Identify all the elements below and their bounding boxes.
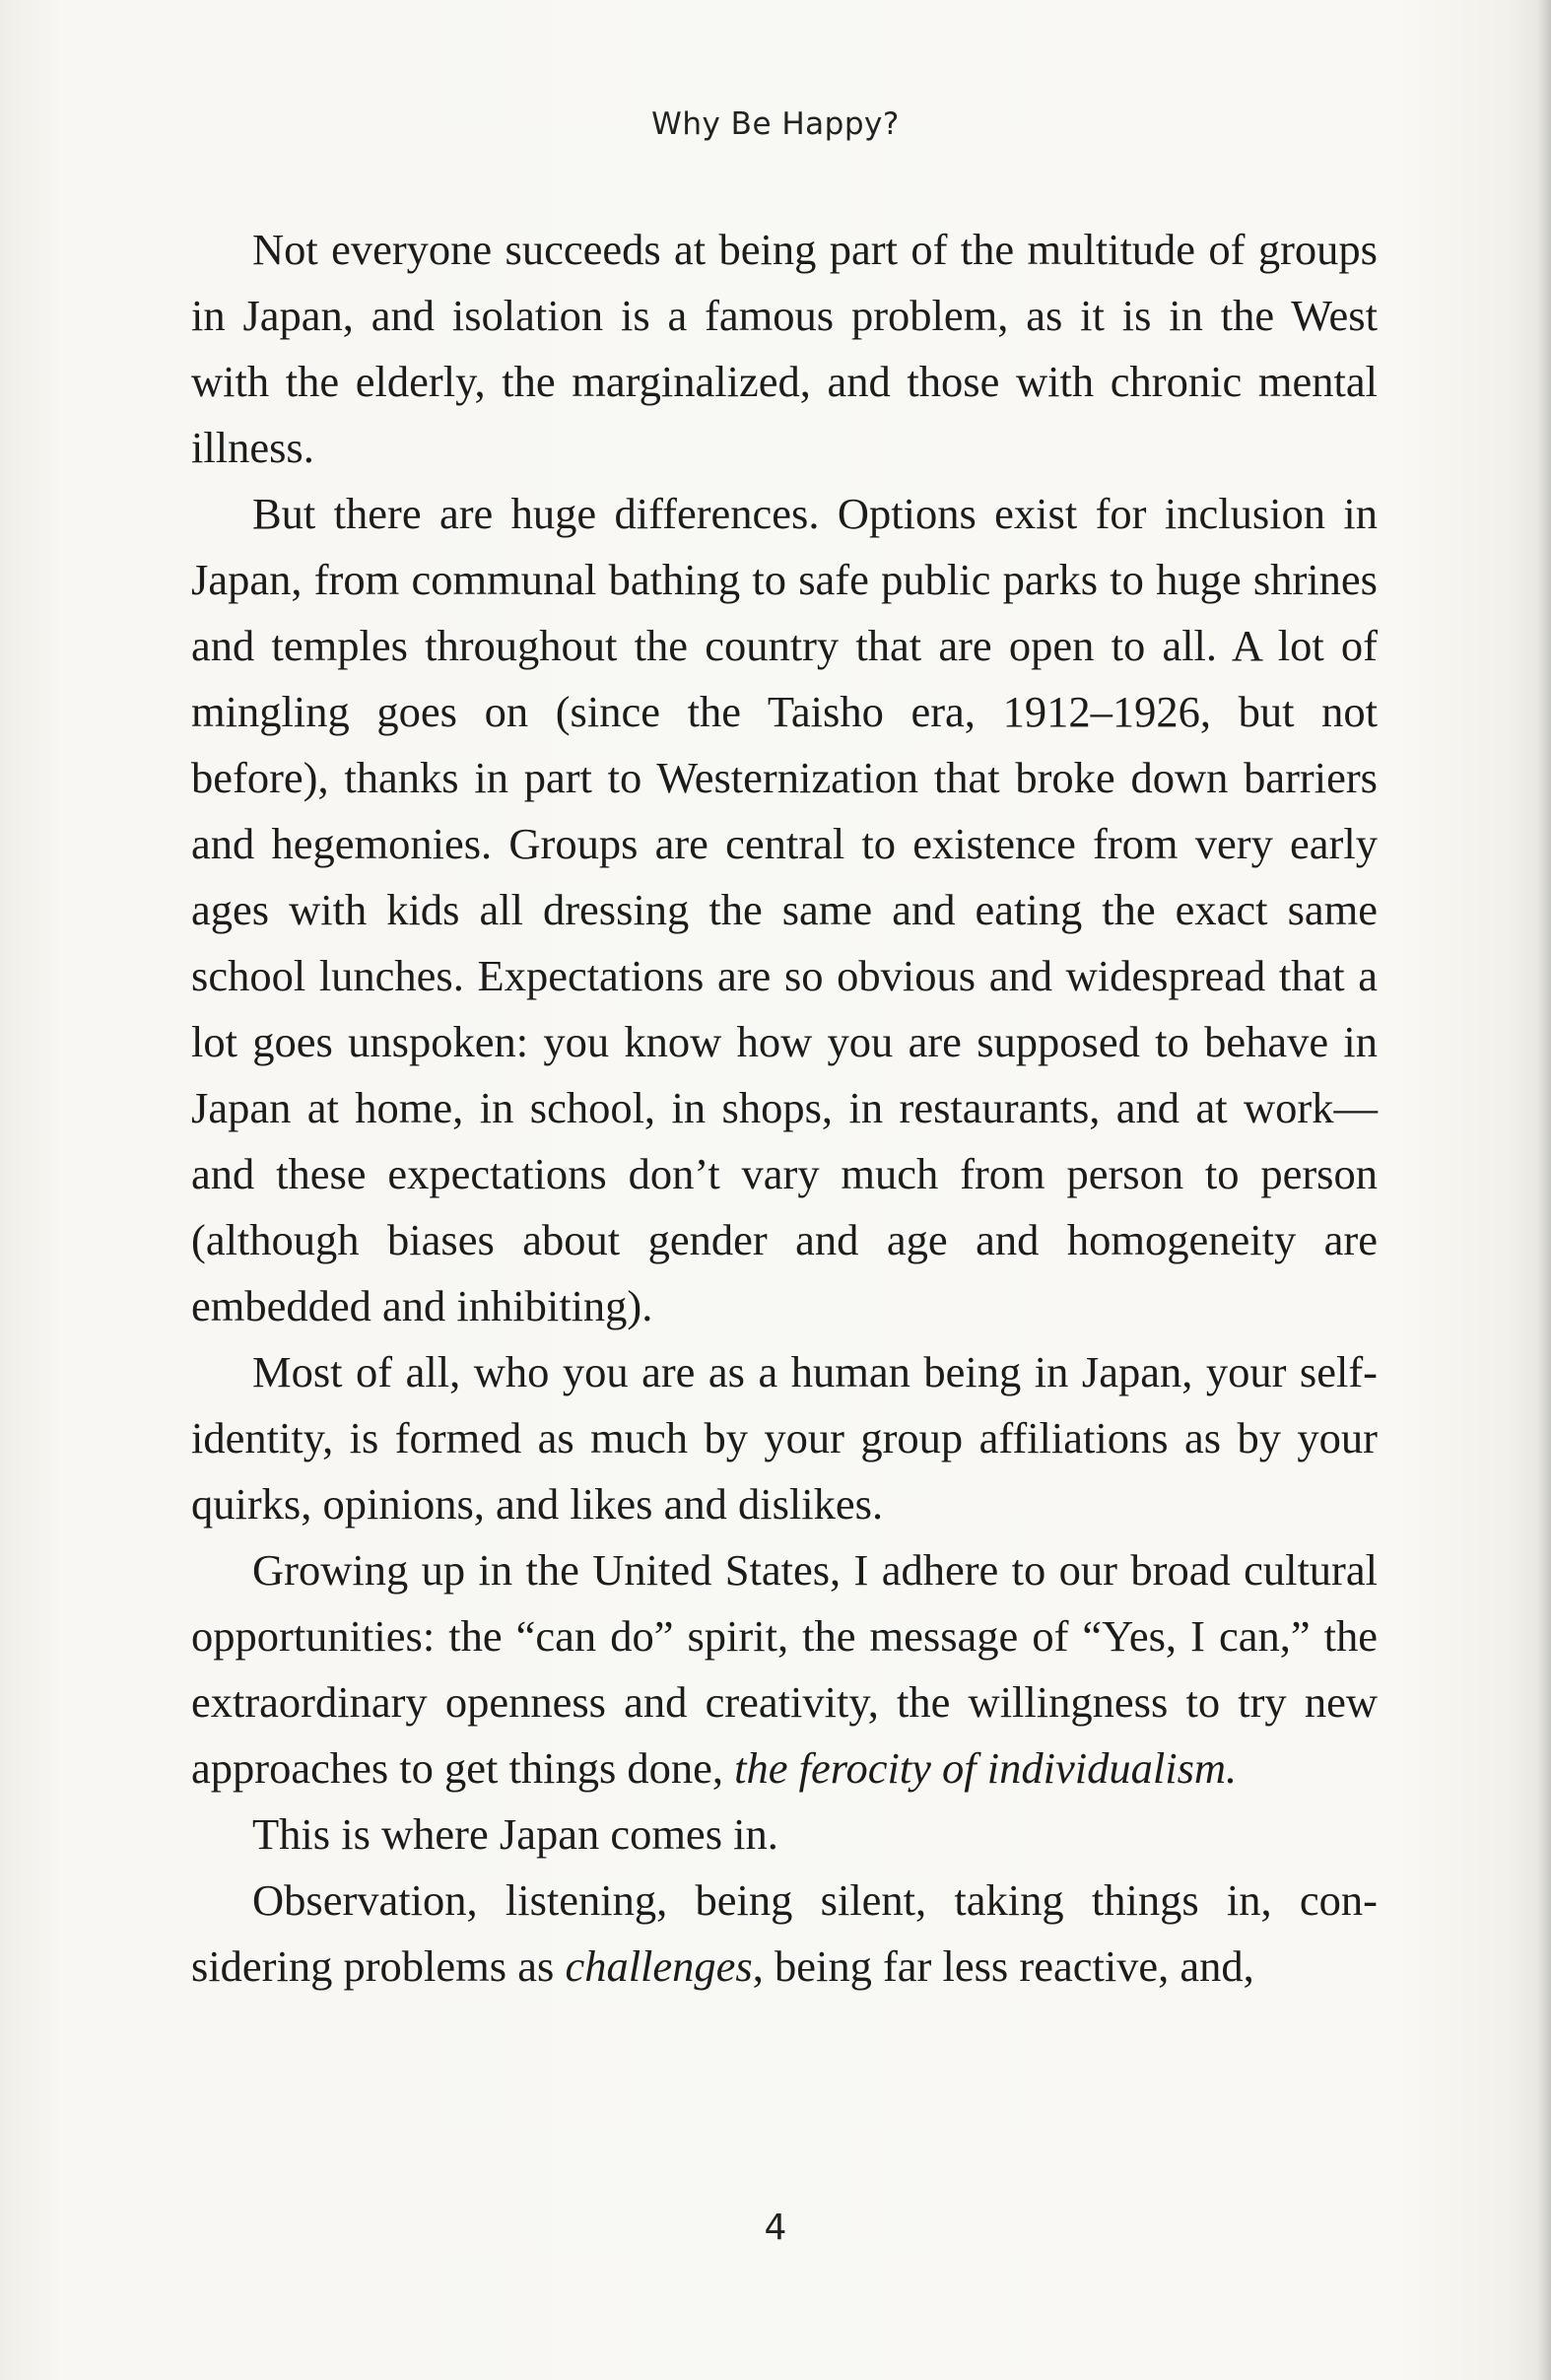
paragraph-2: But there are huge differences. Options exist for inclusion in Japan, from communal bathing to safe public parks to huge shrines and temples throughout the country that are open to all. A lot of mingling goes on (since the Taisho era, 1912–1926, but not before), thanks in part to Westernization that broke down barriers and hegemonies. Groups are central to existence from very early ages with kids all dressing the same and eating the exact same school lunches. Expectations are so obvious and widespread that a lot goes unspoken: you know how you are supposed to behave in Japan at home, in school, in shops, in restaurants, and at work—and these expectations don’t vary much from person to person (although biases about gender and age and homogeneity are embedded and inhibiting). bbox=[191, 489, 1378, 1330]
running-head: Why Be Happy? bbox=[651, 106, 900, 142]
body-text bbox=[191, 217, 1378, 2000]
paragraph-6-text: Observation, listening, being silent, taking things in, considering problems as bbox=[191, 1875, 1378, 1991]
paragraph-1: Not everyone succeeds at being part of the multitude of groups in Japan, and isolation is a famous problem, as it is in the West with the elderly, the marginalized, and those with chronic mental illness. bbox=[191, 225, 1378, 472]
paragraph-3: Most of all, who you are as a human being in Japan, your self-identity, is formed as much by your group affiliations as by your quirks, opinions, and likes and dislikes. bbox=[191, 1347, 1378, 1529]
page-edge-shadow bbox=[1537, 0, 1551, 2380]
page-number: 4 bbox=[764, 2208, 787, 2248]
paragraph-4-text: Growing up in the United States, I adhere to our broad cultural opportunities: the “can do” spirit, the message of “Yes, I can,” the extraordinary openness and creativity, the willingness to try new approaches to get things done, bbox=[191, 1545, 1378, 1793]
paragraph-4 bbox=[191, 1537, 1378, 1802]
paragraph-5: This is where Japan comes in. bbox=[252, 1809, 778, 1859]
paragraph-6-tail: , being far less reactive, and, bbox=[752, 1941, 1254, 1991]
paragraph-4-emphasis: the ferocity of individualism. bbox=[734, 1743, 1238, 1793]
paragraph-6-emphasis: challenges bbox=[565, 1941, 753, 1991]
paragraph-6 bbox=[191, 1868, 1378, 2000]
